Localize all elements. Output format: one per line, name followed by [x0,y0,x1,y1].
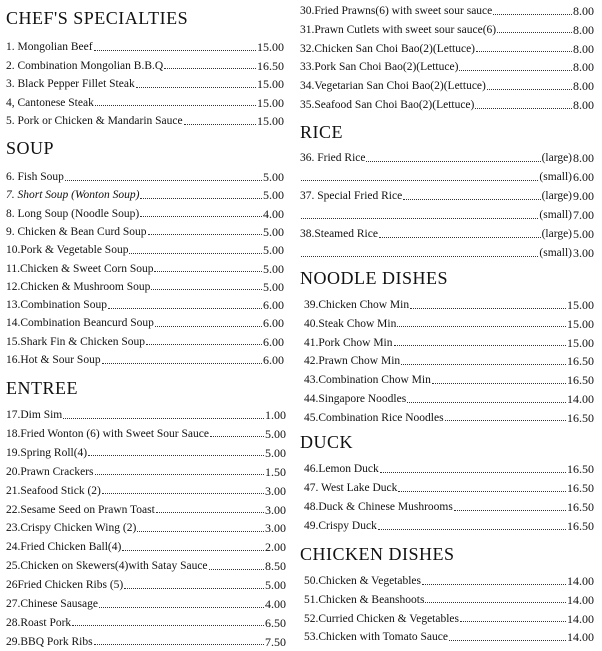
menu-item-name: 25.Chicken on Skewers(4)with Satay Sauce [6,560,208,573]
menu-item [304,315,594,333]
menu-item-price: 5.00 [263,279,284,294]
menu-item-price: 14.00 [567,392,594,406]
menu-item [6,75,284,93]
dot-leader [209,569,264,570]
menu-item [6,223,284,241]
dot-leader [154,271,262,272]
menu-item-price: 8.50 [265,559,286,574]
menu-item-name: 48.Duck & Chinese Mushrooms [304,501,453,513]
menu-item [304,628,594,646]
menu-item-price: 15.00 [567,316,594,331]
menu-item-name: 52.Curried Chicken & Vegetables [304,612,460,625]
menu-item-price: 9.00 [573,189,594,203]
menu-item-size: (small) [539,171,572,183]
menu-item [300,2,594,20]
menu-item-price: 5.00 [573,227,594,241]
menu-item-price: 6.00 [263,334,284,349]
dot-leader [425,602,566,603]
menu-item-name: 35.Seafood San Choi Bao(2)(Lettuce) [300,99,475,111]
menu-item-name: 47. West Lake Duck [304,482,398,494]
menu-item [300,225,594,243]
menu-item [304,371,594,389]
menu-item [300,77,594,95]
menu-item-name: 31.Prawn Cutlets with sweet sour sauce(6) [300,23,497,36]
menu-item [300,21,594,39]
menu-item-price: 16.50 [567,354,594,369]
menu-item [6,186,284,204]
menu-item-name: 15.Shark Fin & Chicken Soup [6,335,145,348]
menu-item-name: 34.Vegetarian San Choi Bao(2)(Lettuce) [300,80,486,93]
menu-item [6,278,284,296]
menu-item [304,517,594,535]
dot-leader [497,32,572,33]
menu-item [6,444,286,462]
menu-item-price: 16.50 [257,58,284,73]
menu-item [300,58,594,76]
dot-leader [108,308,262,309]
menu-item-price: 14.00 [567,574,594,588]
menu-item [6,595,286,613]
menu-item-price: 6.50 [265,615,286,630]
menu-item-price: 16.50 [567,410,594,425]
menu-item-name: 53.Chicken with Tomato Sauce [304,631,448,644]
menu-item [300,206,594,224]
menu-item-size: (small) [539,209,572,221]
menu-item [6,57,284,75]
menu-item-name: 26Fried Chicken Ribs (5) [6,579,124,592]
menu-item-price: 7.50 [265,634,286,649]
menu-item-name: 32.Chicken San Choi Bao(2)(Lettuce) [300,42,476,55]
menu-item [6,425,286,443]
menu-item [6,406,286,424]
menu-item-price: 3.00 [265,502,286,517]
menu-item-name: 8. Long Soup (Noodle Soup) [6,207,140,220]
menu-item [6,614,286,632]
menu-item-name: 12.Chicken & Mushroom Soup [6,280,151,293]
dot-leader [65,180,262,181]
dot-leader [475,108,572,109]
menu-item-price: 1.00 [265,408,286,422]
menu-item-name: 36. Fried Rice [300,152,366,164]
menu-item-size: (large) [541,228,572,240]
menu-item-price: 16.50 [567,481,594,495]
menu-item-name: 33.Pork San Choi Bao(2)(Lettuce) [300,61,459,74]
menu-item [6,112,284,130]
menu-item-name: 1. Mongolian Beef [6,41,93,53]
dot-leader [124,588,264,589]
menu-item-name: 16.Hot & Sour Soup [6,354,101,366]
menu-item-name: 39.Chicken Chow Min [304,299,410,311]
dot-leader [164,68,256,69]
menu-item [304,479,594,497]
menu-item [6,314,284,332]
dot-leader [184,124,256,125]
dot-leader [156,512,264,513]
menu-item-name: 23.Crispy Chicken Wing (2) [6,522,137,535]
dot-leader [301,256,538,257]
menu-item-price: 5.00 [263,261,284,276]
menu-item [6,168,284,186]
menu-item-name: 41.Pork Chow Min [304,336,393,349]
dot-leader [397,326,566,327]
menu-item-price: 15.00 [257,77,284,91]
menu-item-price: 4.00 [263,206,284,221]
menu-item-name: 20.Prawn Crackers [6,465,94,478]
dot-leader [148,234,262,235]
dot-leader [88,455,264,456]
menu-item [6,501,286,519]
menu-item-price: 3.00 [265,483,286,498]
dot-leader [459,70,572,71]
menu-item-price: 16.50 [567,519,594,533]
menu-item-name: 46.Lemon Duck [304,463,379,475]
menu-item-name: 44.Singapore Noodles [304,393,407,405]
dot-leader [72,625,264,626]
dot-leader [140,198,262,199]
menu-item [300,96,594,114]
menu-item-price: 5.00 [265,578,286,593]
menu-item-price: 8.00 [573,60,594,75]
duck-title: DUCK [300,432,354,452]
menu-item [6,519,286,537]
dot-leader [94,50,256,51]
menu-item-price: 8.00 [573,79,594,94]
menu-item-name: 42.Prawn Chow Min [304,355,401,368]
menu-item [6,538,286,556]
menu-item-name: 27.Chinese Sausage [6,598,98,610]
menu-item-price: 5.00 [263,188,284,203]
dot-leader [403,199,540,200]
menu-item-size: (large) [541,190,572,202]
menu-item-price: 16.50 [567,373,594,388]
entree-title: ENTREE [6,378,78,398]
menu-item-price: 6.00 [263,298,284,313]
dot-leader [94,644,264,645]
menu-item [6,260,284,278]
menu-item-price: 5.00 [263,170,284,184]
menu-item-price: 16.50 [567,500,594,514]
menu-item-name: 10.Pork & Vegetable Soup [6,244,129,257]
menu-item-price: 6.00 [573,170,594,184]
menu-item [300,168,594,186]
menu-item-size: (small) [539,247,572,259]
dot-leader [476,51,572,52]
dot-leader [129,253,262,254]
menu-item-price: 6.00 [263,353,284,367]
menu-item [6,633,286,651]
noodle-title: NOODLE DISHES [300,268,448,288]
menu-item [6,333,284,351]
menu-item-name: 51.Chicken & Beanshoots [304,593,425,606]
rice-title: RICE [300,122,344,142]
menu-item [304,409,594,427]
menu-item-name: 14.Combination Beancurd Soup [6,317,154,330]
dot-leader [140,216,262,217]
soup-title: SOUP [6,138,55,158]
menu-item-price: 15.00 [257,40,284,54]
menu-item-price: 8.00 [573,22,594,37]
menu-item-name: 21.Seafood Stick (2) [6,484,101,497]
menu-item-price: 2.00 [265,540,286,555]
menu-item-name: 7. Short Soup (Wonton Soup) [6,189,140,202]
menu-item-name: 6. Fish Soup [6,171,64,183]
menu-item-price: 15.00 [257,114,284,128]
menu-item-price: 8.00 [573,41,594,56]
menu-item-price: 14.00 [567,592,594,607]
menu-item-name: 37. Special Fried Rice [300,190,403,202]
dot-leader [366,161,540,162]
dot-leader [210,436,264,437]
menu-item-name: 19.Spring Roll(4) [6,446,88,459]
menu-item-price: 4.00 [265,597,286,611]
menu-item-name: 38.Steamed Rice [300,228,378,240]
dot-leader [151,289,262,290]
dot-leader [432,383,566,384]
menu-item [6,205,284,223]
chicken-title: CHICKEN DISHES [300,544,455,564]
dot-leader [454,510,566,511]
dot-leader [422,584,566,585]
menu-item-name: 28.Roast Pork [6,616,72,629]
dot-leader [95,105,256,106]
menu-item-price: 16.50 [567,462,594,476]
menu-item-name: 40.Steak Chow Min [304,317,397,330]
menu-item [6,351,284,369]
dot-leader [379,237,541,238]
menu-item [304,296,594,314]
menu-item [304,334,594,352]
menu-item-name: 43.Combination Chow Min [304,374,431,387]
dot-leader [410,308,566,309]
menu-item [304,498,594,516]
menu-item-name: 50.Chicken & Vegetables [304,575,421,587]
dot-leader [95,474,264,475]
menu-item [6,463,286,481]
dot-leader [380,472,566,473]
menu-item [304,572,594,590]
menu-item [6,557,286,575]
menu-item-price: 5.00 [265,445,286,460]
dot-leader [155,326,262,327]
menu-item-name: 30.Fried Prawns(6) with sweet sour sauce [300,5,493,17]
dot-leader [493,14,572,15]
menu-item-price: 5.00 [265,426,286,441]
menu-item-name: 24.Fried Chicken Ball(4) [6,541,122,554]
menu-item [300,187,594,205]
menu-item [6,576,286,594]
menu-item-price: 8.00 [573,4,594,18]
menu-item-size: (large) [541,152,572,164]
menu-item [300,149,594,167]
dot-leader [407,402,566,403]
dot-leader [146,344,262,345]
menu-item-price: 15.00 [567,335,594,350]
dot-leader [137,531,264,532]
dot-leader [487,89,572,90]
menu-item-price: 14.00 [567,630,594,645]
menu-item-price: 5.00 [263,243,284,258]
menu-item-name: 13.Combination Soup [6,299,107,312]
menu-item [300,40,594,58]
menu-item-price: 3.00 [573,246,594,260]
menu-item [6,94,284,112]
dot-leader [99,607,264,608]
menu-item [304,610,594,628]
menu-item [304,390,594,408]
menu-item-price: 15.00 [257,95,284,110]
menu-item-price: 8.00 [573,98,594,112]
menu-item [304,352,594,370]
dot-leader [394,345,567,346]
dot-leader [401,364,566,365]
menu-item-name: 45.Combination Rice Noodles [304,411,444,424]
menu-item-price: 7.00 [573,208,594,222]
dot-leader [136,87,256,88]
dot-leader [301,218,538,219]
menu-item-name: 4, Cantonese Steak [6,96,94,109]
dot-leader [378,529,566,530]
menu-item-price: 15.00 [567,298,594,312]
menu-item-name: 2. Combination Mongolian B.B.Q [6,59,164,72]
menu-item-price: 5.00 [263,224,284,239]
menu-item [304,591,594,609]
menu-item-price: 1.50 [265,464,286,479]
menu-item [6,241,284,259]
menu-item [6,38,284,56]
dot-leader [449,640,566,641]
menu-item-price: 8.00 [573,151,594,165]
menu-item-name: 49.Crispy Duck [304,520,377,532]
menu-item-name: 22.Sesame Seed on Prawn Toast [6,503,155,516]
menu-item [304,460,594,478]
menu-item-price: 6.00 [263,316,284,331]
dot-leader [398,491,566,492]
dot-leader [63,418,264,419]
dot-leader [445,420,566,421]
menu-item-name: 29.BBQ Pork Ribs [6,635,93,648]
menu-item [6,296,284,314]
menu-item-name: 18.Fried Wonton (6) with Sweet Sour Sauce [6,427,209,440]
dot-leader [102,493,264,494]
menu-item-name: 5. Pork or Chicken & Mandarin Sauce [6,115,183,127]
menu-item-price: 3.00 [265,521,286,536]
menu-item-name: 11.Chicken & Sweet Corn Soup [6,262,154,275]
menu-item-name: 17.Dim Sim [6,409,63,421]
menu-item [300,244,594,262]
specialties-title: CHEF'S SPECIALTIES [6,8,189,28]
menu-item [6,482,286,500]
dot-leader [122,550,264,551]
dot-leader [301,180,538,181]
dot-leader [460,621,566,622]
menu-item-name: 3. Black Pepper Fillet Steak [6,78,135,90]
menu-item-name: 9. Chicken & Bean Curd Soup [6,225,147,238]
menu-item-price: 14.00 [567,611,594,626]
dot-leader [102,363,262,364]
